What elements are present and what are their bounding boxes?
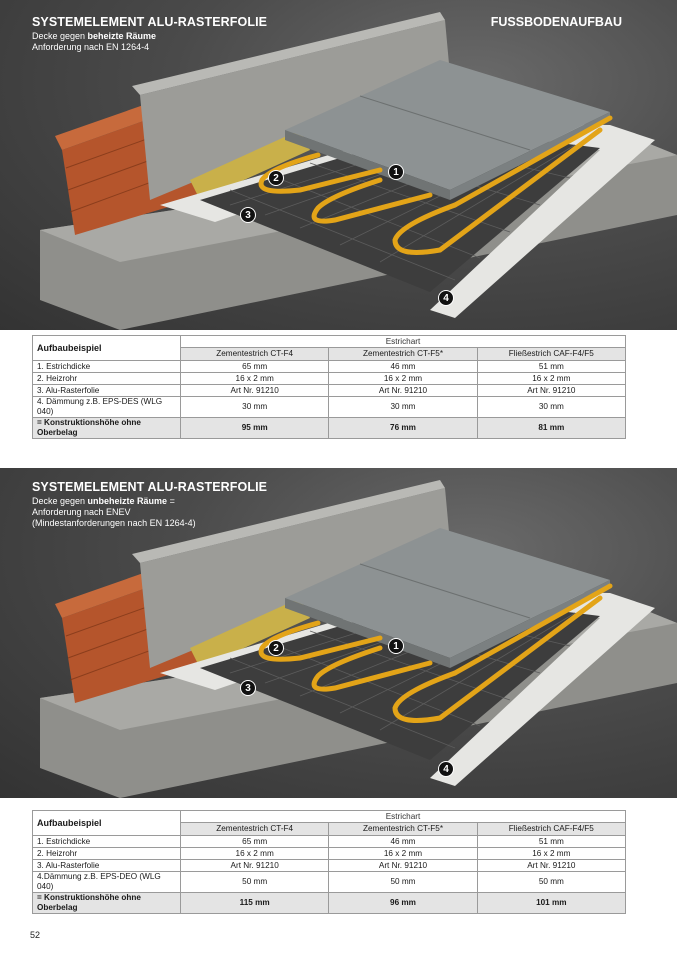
marker-2: 2 <box>268 640 284 656</box>
total-value: 115 mm <box>181 893 329 914</box>
table-row-header: Aufbaubeispiel <box>33 336 181 361</box>
table-column-header: Zementestrich CT-F4 <box>181 348 329 361</box>
table-row-header: Aufbaubeispiel <box>33 811 181 836</box>
table-column-header: Zementestrich CT-F5* <box>329 823 477 836</box>
table-row <box>33 373 626 385</box>
table-column-header: Zementestrich CT-F5* <box>329 348 477 361</box>
cell-value: 50 mm <box>181 872 329 893</box>
row-label: 4.Dämmung z.B. EPS-DEO (WLG 040) <box>33 872 181 893</box>
subtitle-emphasis: beheizte Räume <box>87 31 157 41</box>
row-label: 1. Estrichdicke <box>33 836 181 848</box>
cell-value: 16 x 2 mm <box>329 373 477 385</box>
table-row <box>33 860 626 872</box>
total-value: 95 mm <box>181 418 329 439</box>
cell-value: 46 mm <box>329 836 477 848</box>
illustration-panel-unheated <box>0 468 677 798</box>
cell-value: 16 x 2 mm <box>181 848 329 860</box>
table-row <box>33 848 626 860</box>
cell-value: Art Nr. 91210 <box>329 385 477 397</box>
cell-value: 16 x 2 mm <box>329 848 477 860</box>
row-label: 3. Alu-Rasterfolie <box>33 860 181 872</box>
spec-table-heated <box>32 335 626 439</box>
page-header: FUSSBODENAUFBAU <box>490 15 622 29</box>
table-column-header: Fließestrich CAF-F4/F5 <box>477 348 625 361</box>
section-subtitle <box>32 31 156 53</box>
table-column-header: Zementestrich CT-F4 <box>181 823 329 836</box>
cell-value: 50 mm <box>329 872 477 893</box>
subtitle-requirement: Anforderung nach ENEV <box>32 507 131 517</box>
cell-value: Art Nr. 91210 <box>329 860 477 872</box>
cell-value: 50 mm <box>477 872 625 893</box>
row-label: 1. Estrichdicke <box>33 361 181 373</box>
cell-value: Art Nr. 91210 <box>477 385 625 397</box>
cell-value: Art Nr. 91210 <box>181 860 329 872</box>
page-number: 52 <box>30 930 41 940</box>
table-total-row <box>33 893 626 914</box>
subtitle-text: Decke gegen <box>32 496 88 506</box>
row-label: 4. Dämmung z.B. EPS-DES (WLG 040) <box>33 397 181 418</box>
subtitle-text: Decke gegen <box>32 31 88 41</box>
section-title: SYSTEMELEMENT ALU-RASTERFOLIE <box>32 480 268 494</box>
cell-value: Art Nr. 91210 <box>181 385 329 397</box>
subtitle-requirement: Anforderung nach EN 1264-4 <box>32 42 150 52</box>
total-label: = Konstruktionshöhe ohne Oberbelag <box>33 418 181 439</box>
cell-value: 46 mm <box>329 361 477 373</box>
row-label: 2. Heizrohr <box>33 373 181 385</box>
subtitle-text: = <box>167 496 175 506</box>
table-group-header: Estrichart <box>181 336 626 348</box>
subtitle-note: (Mindestanforderungen nach EN 1264-4) <box>32 518 196 528</box>
total-value: 81 mm <box>477 418 625 439</box>
marker-4: 4 <box>438 290 454 306</box>
section-subtitle <box>32 496 196 529</box>
cell-value: 65 mm <box>181 361 329 373</box>
marker-1: 1 <box>388 164 404 180</box>
cell-value: 30 mm <box>181 397 329 418</box>
cell-value: 51 mm <box>477 361 625 373</box>
cell-value: 16 x 2 mm <box>181 373 329 385</box>
total-label: = Konstruktionshöhe ohne Oberbelag <box>33 893 181 914</box>
marker-2: 2 <box>268 170 284 186</box>
table-total-row <box>33 418 626 439</box>
cell-value: 16 x 2 mm <box>477 373 625 385</box>
table-row <box>33 872 626 893</box>
cell-value: 51 mm <box>477 836 625 848</box>
cell-value: 30 mm <box>329 397 477 418</box>
table-row <box>33 361 626 373</box>
cell-value: Art Nr. 91210 <box>477 860 625 872</box>
table-row <box>33 397 626 418</box>
section-title: SYSTEMELEMENT ALU-RASTERFOLIE <box>32 15 268 29</box>
marker-4: 4 <box>438 761 454 777</box>
row-label: 2. Heizrohr <box>33 848 181 860</box>
cell-value: 30 mm <box>477 397 625 418</box>
table-column-header: Fließestrich CAF-F4/F5 <box>477 823 625 836</box>
cell-value: 16 x 2 mm <box>477 848 625 860</box>
total-value: 96 mm <box>329 893 477 914</box>
marker-1: 1 <box>388 638 404 654</box>
marker-3: 3 <box>240 207 256 223</box>
table-group-header: Estrichart <box>181 811 626 823</box>
illustration-panel-heated <box>0 0 677 330</box>
marker-3: 3 <box>240 680 256 696</box>
total-value: 101 mm <box>477 893 625 914</box>
row-label: 3. Alu-Rasterfolie <box>33 385 181 397</box>
table-row <box>33 836 626 848</box>
subtitle-emphasis: unbeheizte Räume <box>87 496 168 506</box>
spec-table-unheated <box>32 810 626 914</box>
total-value: 76 mm <box>329 418 477 439</box>
cell-value: 65 mm <box>181 836 329 848</box>
table-row <box>33 385 626 397</box>
